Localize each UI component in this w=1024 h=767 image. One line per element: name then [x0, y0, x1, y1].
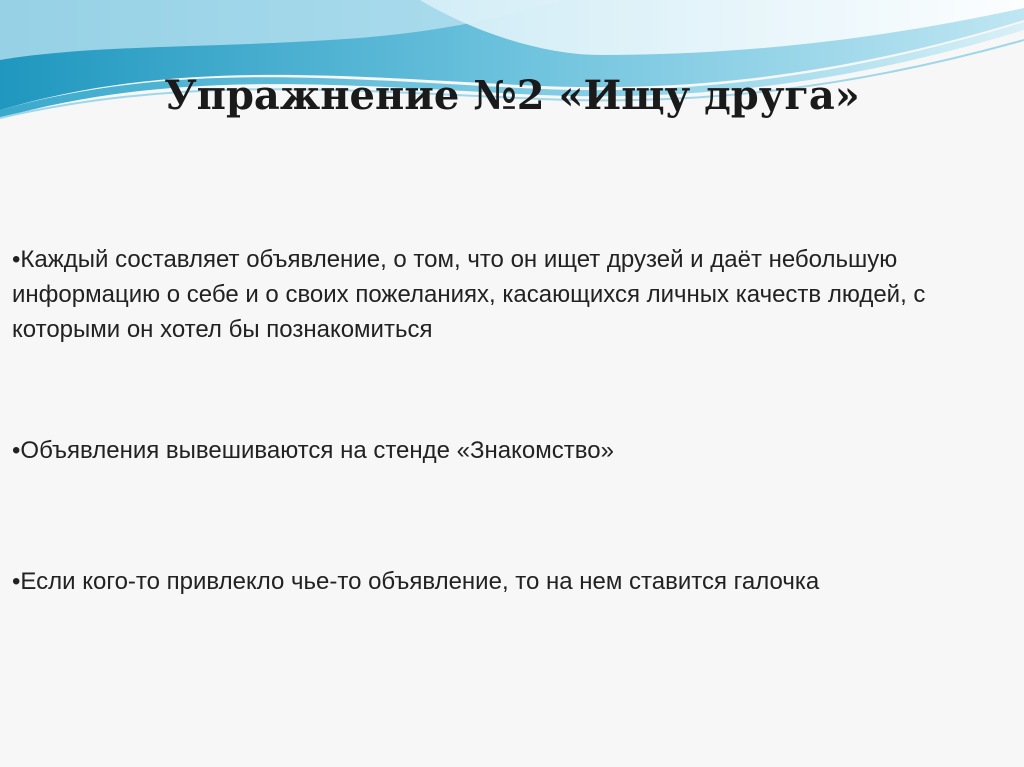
- bullet-list: [12, 242, 1002, 599]
- bullet-item-2: •Объявления вывешиваются на стенде «Знакомство»: [12, 437, 614, 464]
- bullet-item-1: •Каждый составляет объявление, о том, что он ищет друзей и даёт небольшую информацию о себе и о своих пожеланиях, касающихся личных качеств людей, с которыми он хотел бы познакомиться: [12, 246, 926, 343]
- slide-title: Упражнение №2 «Ищу друга»: [164, 72, 860, 119]
- bullet-item-3: •Если кого-то привлекло чье-то объявление, то на нем ставится галочка: [12, 568, 820, 595]
